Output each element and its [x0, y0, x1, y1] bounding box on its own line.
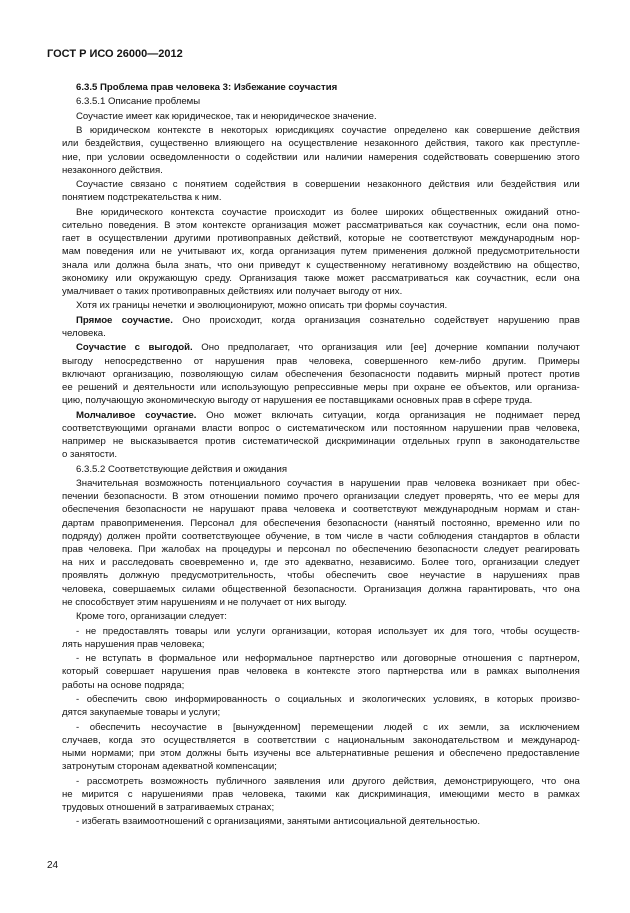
paragraph	[62, 178, 580, 204]
text-line: случаев, когда это осуществляется в соответствии с национальным законодательством и международ-	[62, 734, 580, 746]
text-line: Кроме того, организации следует:	[76, 611, 227, 623]
list-item	[62, 721, 580, 774]
text-line: цию, получающую экономическую выгоду от нарушения ее поставщиками основных прав в сфере труда.	[62, 395, 533, 407]
text-line: 6.3.5.1 Описание проблемы	[76, 96, 201, 108]
list-item	[62, 625, 580, 651]
text-line: человека, совершаемых силами общественной безопасности. Организация должна гарантировать, что она	[62, 583, 580, 595]
text-line: знала или должна была знать, что они приведут к существенному негативному воздействию на общество,	[62, 259, 580, 271]
paragraph	[62, 409, 580, 462]
text-line: не способствует этим нарушениям и не получает от них выгоду.	[62, 596, 347, 608]
paragraph	[62, 299, 580, 312]
paragraph	[62, 110, 580, 123]
text-line: Вне юридического контекста соучастие происходит из более широких общественных ожиданий отно-	[76, 206, 580, 218]
text-line: ние, при условии осведомленности о содействии или наличии намерения содействовать совершению этого	[62, 151, 580, 163]
text-line: человека.	[62, 327, 106, 339]
list-item	[62, 775, 580, 815]
list-item	[62, 815, 580, 828]
text-line: печении безопасности. В этом отношении помимо прочего организации следует проверять, что ее меры для	[62, 491, 580, 503]
text-line: проявлять должную предусмотрительность, чтобы обеспечить свое неучастие в нарушениях прав	[62, 570, 580, 582]
text-line: или бездействия, существенно влияющего на осуществление незаконного действия, такого как преступле-	[62, 138, 580, 150]
text-line: мам поведения или не учитывают их, когда организация путем применения должной предусмотрительности	[62, 246, 580, 258]
paragraph	[62, 341, 580, 407]
subsection-heading	[62, 463, 580, 476]
paragraph	[62, 610, 580, 623]
text-line: В юридическом контексте в некоторых юрисдикциях соучастие определено как совершение действия	[76, 125, 580, 137]
text-line: включают организацию, позволяющую силам обеспечения безопасности подавить мирный протест против	[62, 368, 580, 380]
text-line: обеспечения безопасности не нарушают права человека и соответствуют международным нормам и стан-	[62, 504, 580, 516]
text-line: ее решений и деятельности или использующую репрессивные меры при охране ее объектов, или организа-	[62, 381, 580, 393]
text-line: о занятости.	[62, 449, 118, 461]
paragraph	[62, 206, 580, 298]
term-label: Соучастие с выгодой.	[76, 342, 193, 354]
text-line: незаконного действия.	[62, 164, 163, 176]
text-line: Соучастие имеет как юридическое, так и неюридическое значение.	[76, 110, 377, 122]
text-line: например не высказывается против систематической дискриминации отдельных групп в законодательстве	[62, 435, 580, 447]
subsection-heading	[62, 95, 580, 108]
text-line: Соучастие связано с понятием содействия в совершении незаконного действия или бездействия или	[76, 179, 580, 191]
text-line: подряду) должен пройти соответствующее обучение, в том числе в части соблюдения стандартов в области	[62, 530, 580, 542]
text-line: трудовых отношений в затрагиваемых странах;	[62, 801, 275, 813]
text-line: - не предоставлять товары или услуги организации, которая использует их для того, чтобы осуществ-	[76, 625, 580, 637]
text-line: - рассмотреть возможность публичного заявления или другого действия, демонстрирующего, что она	[76, 775, 580, 787]
paragraph	[62, 314, 580, 340]
list-item	[62, 693, 580, 719]
text-line: - обеспечить свою информированность о социальных и экологических условиях, в которых произво-	[76, 693, 580, 705]
paragraph	[62, 124, 580, 177]
text-line: умалчивает о таких противоправных действиях или получает выгоду от них.	[62, 285, 403, 297]
document-body	[62, 81, 580, 829]
text-line: который совершает нарушения прав человека в контексте этого партнерства или в рамках выполнения	[62, 666, 580, 678]
paragraph	[62, 477, 580, 609]
document-header: ГОСТ Р ИСО 26000—2012	[47, 48, 183, 60]
text-line: лять нарушения прав человека;	[62, 638, 205, 650]
line-text: Оно может включать ситуации, когда организация не поднимает перед	[206, 409, 580, 421]
text-line: на них и расследовать своевременно и, где это адекватно, независимо. Более того, организации следует	[62, 557, 580, 569]
section-heading	[62, 81, 580, 94]
text-line: 6.3.5 Проблема прав человека 3: Избежание соучастия	[76, 82, 338, 93]
list-item	[62, 652, 580, 692]
text-line: экономику или окружающую среду. Организация также может рассматриваться как соучастник, если она	[62, 272, 580, 284]
text-line: Хотя их границы нечетки и эволюционируют, можно описать три формы соучастия.	[76, 300, 448, 312]
text-line: Значительная возможность потенциального соучастия в нарушении прав человека возникает при обес-	[76, 477, 580, 489]
term-label: Молчаливое соучастие.	[76, 409, 197, 421]
text-line: дятся закупаемые товары и услуги;	[62, 707, 221, 719]
text-line: ными нормами; при этом должны быть изучены все альтернативные решения и обеспечено предоставление	[62, 747, 580, 759]
text-line: - не вступать в формальное или неформальное партнерство или договорные отношения с партнером,	[76, 653, 580, 665]
text-line: прав человека. При жалобах на процедуры и персонал по обеспечению безопасности следует реагировать	[62, 543, 580, 555]
text-line: работы на основе подряда;	[62, 679, 185, 691]
text-line: - обеспечить несоучастие в [вынужденном] перемещении людей с их земли, за исключением	[76, 721, 580, 733]
text-line: сительно поведения. В этом контексте организация может рассматриваться как соучастник, если она помо-	[62, 219, 580, 231]
page-number: 24	[47, 860, 59, 871]
line-text: Оно предполагает, что организация или [ее] дочерние компании получают	[201, 342, 580, 354]
text-line	[76, 341, 580, 354]
text-line: затронутым сторонам адекватной компенсации;	[62, 761, 277, 773]
text-line: не мирится с нарушениями прав человека, такими как дискриминация, имеющими место в рамках	[62, 788, 580, 800]
text-line: гает в осуществлении другими противоправных действий, которые не соответствуют международным нор-	[62, 233, 580, 245]
term-label: Прямое соучастие.	[76, 314, 173, 326]
text-line: выгоду непосредственно от нарушения прав человека, совершенного кем-либо другим. Примеры	[62, 355, 580, 367]
text-line	[76, 409, 580, 422]
text-line: 6.3.5.2 Соответствующие действия и ожидания	[76, 463, 288, 475]
text-line	[76, 314, 580, 327]
line-text: Оно происходит, когда организация сознательно содействует нарушению прав	[182, 314, 580, 326]
text-line: - избегать взаимоотношений с организациями, занятыми антисоциальной деятельностью.	[76, 816, 480, 828]
text-line: соответствующими органами власти вопрос о систематическом или постоянном нарушении прав человека,	[62, 422, 580, 434]
text-line: понятием подстрекательства к ним.	[62, 192, 222, 204]
text-line: дартам правоприменения. Персонал для обеспечения безопасности (нанятый постоянно, временно или по	[62, 517, 580, 529]
